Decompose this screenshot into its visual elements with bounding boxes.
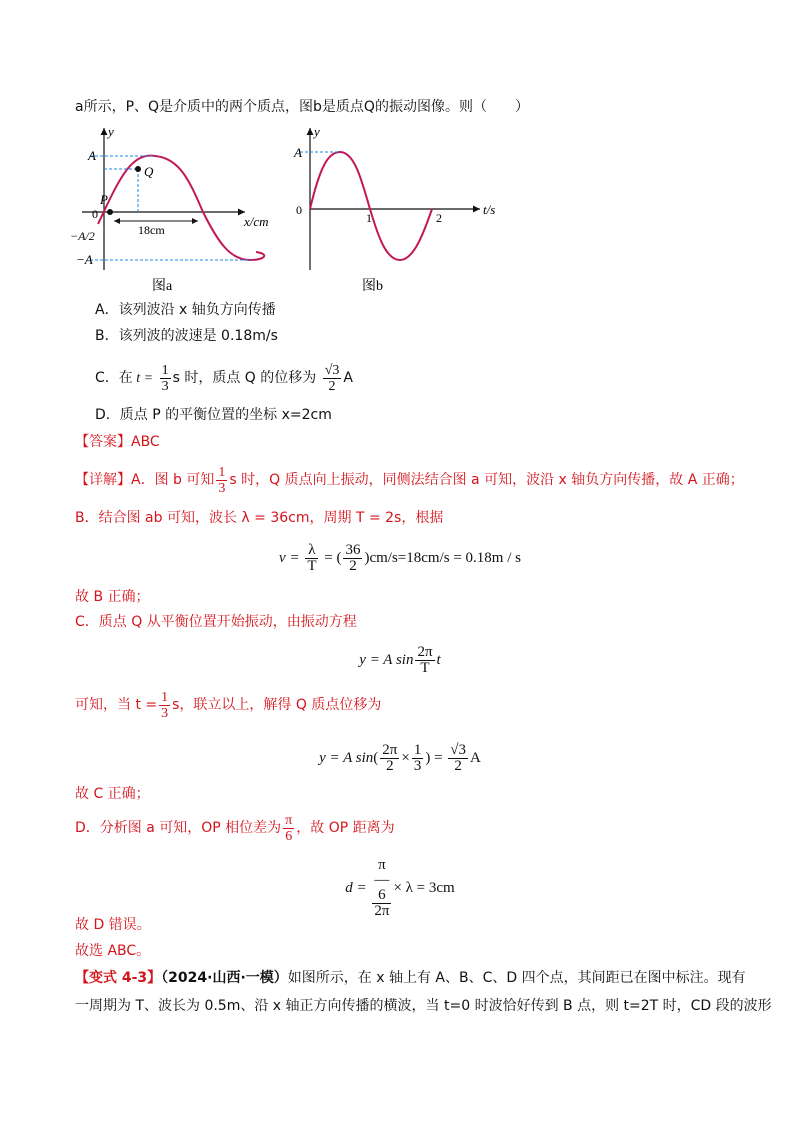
option-C: C．在 t = $\frac{1}{3}$ s 时，质点 Q 的位移为 $\frac{√3}{2}$ A bbox=[95, 362, 353, 394]
svg-text:A: A bbox=[294, 145, 302, 160]
svg-text:t/s: t/s bbox=[483, 202, 496, 217]
svg-text:18cm: 18cm bbox=[138, 223, 165, 237]
option-D: D．质点 P 的平衡位置的坐标 x=2cm bbox=[95, 407, 332, 423]
option-B: B．该列波的波速是 0.18m/s bbox=[95, 328, 278, 344]
equation-y1: y = A sin $\frac{2\pi}{T}$ t bbox=[359, 644, 441, 677]
wave-curve-a bbox=[98, 156, 264, 260]
svg-text:−A: −A bbox=[76, 252, 93, 267]
label-y-a: y bbox=[108, 124, 114, 139]
caption-a: 图a bbox=[152, 279, 173, 294]
question-intro: a所示，P、Q是介质中的两个质点，图b是质点Q的振动图像。则（ ） bbox=[75, 99, 529, 115]
next-question-line2: 一周期为 T、波长为 0.5m、沿 x 轴正方向传播的横波，当 t=0 时波恰好传到 B 点，则 t=2T 时，CD 段的波形 bbox=[75, 998, 772, 1014]
detail-c-mid: 可知，当 t = $\frac{1}{3}$ s，联立以上，解得 Q 质点位移为 bbox=[75, 689, 382, 721]
equation-d: d = π ― 6 2π × λ = 3cm bbox=[345, 857, 455, 919]
svg-text:−A/2: −A/2 bbox=[70, 229, 95, 243]
svg-text:A: A bbox=[88, 148, 96, 163]
svg-text:2: 2 bbox=[436, 211, 442, 225]
detail-b: B．结合图 ab 可知，波长 λ = 36cm，周期 T = 2s，根据 bbox=[75, 510, 444, 526]
figure-b bbox=[290, 122, 505, 297]
figure-a bbox=[70, 122, 285, 297]
caption-b: 图b bbox=[362, 279, 383, 294]
answer: 【答案】ABC bbox=[75, 434, 160, 450]
detail-c-conclude: 故 C 正确； bbox=[75, 786, 150, 802]
point-P bbox=[107, 209, 113, 215]
final-answer: 故选 ABC。 bbox=[75, 943, 151, 959]
svg-text:1: 1 bbox=[366, 211, 372, 225]
detail-d-conclude: 故 D 错误。 bbox=[75, 917, 151, 933]
vibration-curve-b bbox=[310, 152, 432, 260]
svg-text:P: P bbox=[100, 192, 108, 207]
svg-text:0: 0 bbox=[296, 203, 302, 217]
label-x-a: x/cm bbox=[244, 214, 269, 229]
equation-v: v = $\frac{\lambda}{T}$ = ( $\frac{36}{2}$ )cm/s=18cm/s = 0.18m / s bbox=[279, 542, 521, 575]
detail-b-conclude: 故 B 正确； bbox=[75, 589, 150, 605]
equation-y2: y = A sin( $\frac{2\pi}{2}$ × $\frac{1}{3}$ ) = $\frac{√3}{2}$ A bbox=[319, 742, 481, 775]
svg-text:Q: Q bbox=[144, 164, 154, 179]
detail-d: D．分析图 a 可知，OP 相位差为 $\frac{\pi}{6}$ ，故 OP 距离为 bbox=[75, 812, 395, 844]
point-Q bbox=[135, 166, 141, 172]
svg-text:y: y bbox=[314, 124, 320, 139]
detail-c: C．质点 Q 从平衡位置开始振动，由振动方程 bbox=[75, 614, 357, 630]
detail-a: 【详解】A．图 b 可知 $\frac{1}{3}$ s 时，Q 质点向上振动，同侧法结合图 a 可知，波沿 x 轴负方向传播，故 A 正确； bbox=[75, 464, 744, 496]
next-question-line1: 【变式 4-3】（2024·山西·一模）如图所示，在 x 轴上有 A、B、C、D 四个点，其间距已在图中标注。现有 bbox=[75, 970, 746, 986]
svg-text:0: 0 bbox=[92, 207, 98, 221]
option-A: A．该列波沿 x 轴负方向传播 bbox=[95, 302, 276, 318]
